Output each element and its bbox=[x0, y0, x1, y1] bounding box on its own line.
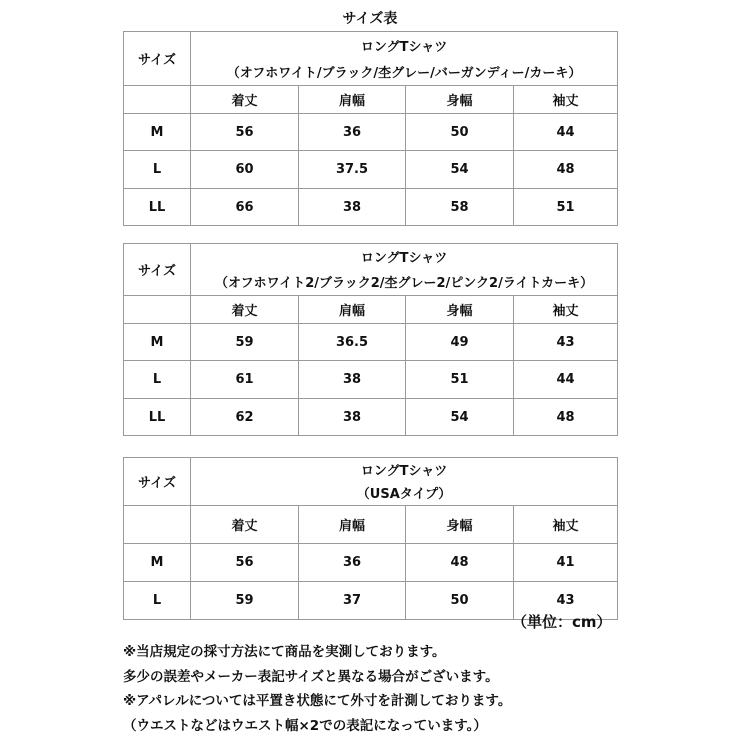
table-row bbox=[124, 399, 618, 436]
product-name: ロングTシャツ bbox=[191, 244, 618, 269]
column-header: 袖丈 bbox=[514, 296, 618, 324]
value-cell: 59 bbox=[191, 324, 299, 361]
size-cell: L bbox=[124, 582, 191, 620]
value-cell: 48 bbox=[406, 544, 514, 582]
note-line: （ウエストなどはウエスト幅×2での表記になっています。） bbox=[123, 717, 487, 734]
column-header: 肩幅 bbox=[299, 296, 406, 324]
size-cell: LL bbox=[124, 189, 191, 226]
size-cell: L bbox=[124, 361, 191, 399]
table-row bbox=[124, 544, 618, 582]
size-cell: M bbox=[124, 544, 191, 582]
value-cell: 56 bbox=[191, 544, 299, 582]
value-cell: 60 bbox=[191, 151, 299, 189]
note-line: ※アパレルについては平置き状態にて外寸を計測しております。 bbox=[123, 693, 512, 709]
size-header: サイズ bbox=[124, 244, 191, 296]
size-table-3 bbox=[123, 457, 618, 620]
size-header: サイズ bbox=[124, 458, 191, 506]
value-cell: 50 bbox=[406, 582, 514, 620]
value-cell: 50 bbox=[406, 114, 514, 151]
notes-block bbox=[123, 640, 511, 738]
value-cell: 36.5 bbox=[299, 324, 406, 361]
product-variants: （オフホワイト/ブラック/杢グレー/バーガンディー/カーキ） bbox=[191, 59, 618, 86]
table-row bbox=[124, 324, 618, 361]
column-header: 身幅 bbox=[406, 506, 514, 544]
value-cell: 41 bbox=[514, 544, 618, 582]
value-cell: 38 bbox=[299, 189, 406, 226]
blank-cell bbox=[124, 296, 191, 324]
table-row bbox=[124, 114, 618, 151]
value-cell: 48 bbox=[514, 399, 618, 436]
value-cell: 44 bbox=[514, 361, 618, 399]
value-cell: 43 bbox=[514, 324, 618, 361]
column-header: 着丈 bbox=[191, 296, 299, 324]
value-cell: 51 bbox=[514, 189, 618, 226]
column-header: 袖丈 bbox=[514, 506, 618, 544]
value-cell: 49 bbox=[406, 324, 514, 361]
column-header: 袖丈 bbox=[514, 86, 618, 114]
product-variants: （オフホワイト2/ブラック2/杢グレー2/ピンク2/ライトカーキ） bbox=[191, 269, 618, 296]
column-header: 肩幅 bbox=[299, 86, 406, 114]
column-header: 身幅 bbox=[406, 86, 514, 114]
value-cell: 56 bbox=[191, 114, 299, 151]
unit-label: （単位：cm） bbox=[512, 613, 612, 631]
value-cell: 59 bbox=[191, 582, 299, 620]
value-cell: 37 bbox=[299, 582, 406, 620]
size-table-2 bbox=[123, 243, 618, 436]
note-line: 多少の誤差やメーカー表記サイズと異なる場合がございます。 bbox=[123, 668, 499, 685]
table-row bbox=[124, 151, 618, 189]
product-variants: （USAタイプ） bbox=[191, 481, 618, 506]
column-header: 着丈 bbox=[191, 506, 299, 544]
table-row bbox=[124, 189, 618, 226]
table-row bbox=[124, 361, 618, 399]
column-header: 着丈 bbox=[191, 86, 299, 114]
value-cell: 36 bbox=[299, 114, 406, 151]
blank-cell bbox=[124, 86, 191, 114]
value-cell: 54 bbox=[406, 151, 514, 189]
product-name: ロングTシャツ bbox=[191, 458, 618, 481]
value-cell: 58 bbox=[406, 189, 514, 226]
value-cell: 51 bbox=[406, 361, 514, 399]
size-cell: M bbox=[124, 324, 191, 361]
column-header: 身幅 bbox=[406, 296, 514, 324]
value-cell: 38 bbox=[299, 361, 406, 399]
blank-cell bbox=[124, 506, 191, 544]
size-cell: L bbox=[124, 151, 191, 189]
value-cell: 37.5 bbox=[299, 151, 406, 189]
size-table-1 bbox=[123, 31, 618, 226]
size-cell: M bbox=[124, 114, 191, 151]
value-cell: 44 bbox=[514, 114, 618, 151]
column-header: 肩幅 bbox=[299, 506, 406, 544]
value-cell: 61 bbox=[191, 361, 299, 399]
value-cell: 38 bbox=[299, 399, 406, 436]
product-name: ロングTシャツ bbox=[191, 32, 618, 59]
size-header: サイズ bbox=[124, 32, 191, 86]
value-cell: 62 bbox=[191, 399, 299, 436]
size-cell: LL bbox=[124, 399, 191, 436]
value-cell: 48 bbox=[514, 151, 618, 189]
value-cell: 43 bbox=[514, 582, 618, 620]
value-cell: 54 bbox=[406, 399, 514, 436]
note-line: ※当店規定の採寸方法にて商品を実測しております。 bbox=[123, 644, 446, 660]
value-cell: 66 bbox=[191, 189, 299, 226]
value-cell: 36 bbox=[299, 544, 406, 582]
page-title: サイズ表 bbox=[342, 11, 398, 27]
